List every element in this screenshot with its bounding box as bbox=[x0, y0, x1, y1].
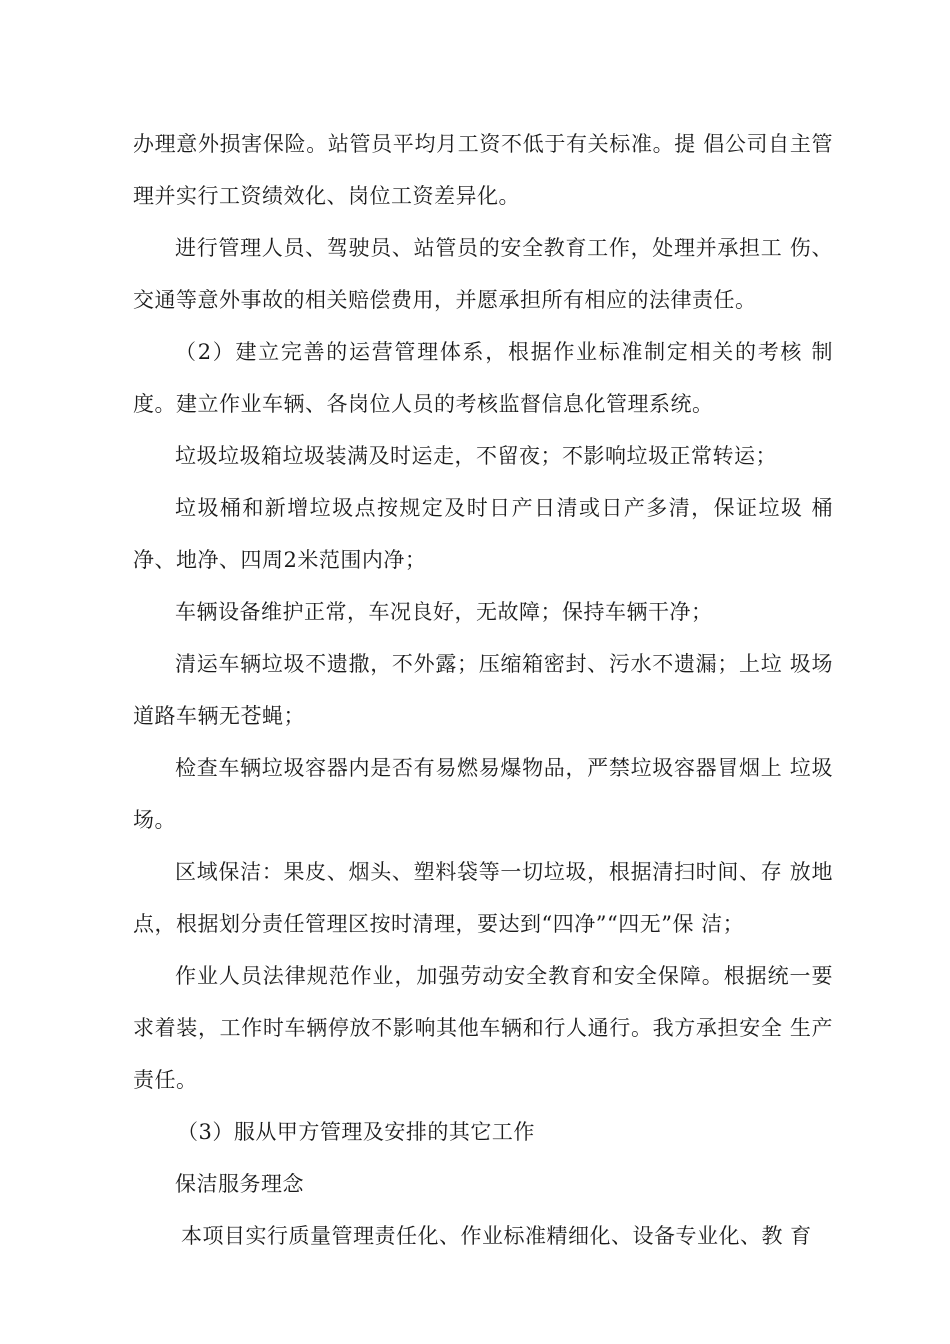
paragraph-hazard-check: 检查车辆垃圾容器内是否有易燃易爆物品，严禁垃圾容器冒烟上 垃圾场。 bbox=[133, 756, 833, 832]
paragraph-management-system: （2）建立完善的运营管理体系，根据作业标准制定相关的考核 制度。建立作业车辆、各岗位人员的考核监督信息化管理系统。 bbox=[133, 340, 833, 416]
paragraph-insurance-wages: 办理意外损害保险。站管员平均月工资不低于有关标准。提 倡公司自主管理并实行工资绩效化、岗位工资差异化。 bbox=[133, 132, 833, 208]
paragraph-transport-sealing: 清运车辆垃圾不遗撒，不外露；压缩箱密封、污水不遗漏；上垃 圾场道路车辆无苍蝇； bbox=[133, 652, 833, 728]
section-heading-cleaning-philosophy: 保洁服务理念 bbox=[175, 1172, 304, 1196]
paragraph-daily-clearing: 垃圾桶和新增垃圾点按规定及时日产日清或日产多清，保证垃圾 桶净、地净、四周2米范围内净； bbox=[133, 496, 833, 572]
paragraph-safety-education: 进行管理人员、驾驶员、站管员的安全教育工作，处理并承担工 伤、交通等意外事故的相关赔偿费用，并愿承担所有相应的法律责任。 bbox=[133, 236, 833, 312]
paragraph-worker-safety: 作业人员法律规范作业，加强劳动安全教育和安全保障。根据统一要求着装，工作时车辆停放不影响其他车辆和行人通行。我方承担安全 生产责任。 bbox=[133, 964, 833, 1092]
paragraph-area-cleaning: 区域保洁：果皮、烟头、塑料袋等一切垃圾，根据清扫时间、存 放地点，根据划分责任管理区按时清理，要达到“四净”“四无”保 洁； bbox=[133, 860, 833, 936]
paragraph-vehicle-maintenance: 车辆设备维护正常，车况良好，无故障；保持车辆干净； bbox=[175, 600, 713, 624]
paragraph-bin-collection: 垃圾垃圾箱垃圾装满及时运走，不留夜；不影响垃圾正常转运； bbox=[175, 444, 777, 468]
document-body bbox=[133, 118, 833, 1262]
paragraph-other-work: （3）服从甲方管理及安排的其它工作 bbox=[177, 1120, 535, 1144]
paragraph-quality-management: 本项目实行质量管理责任化、作业标准精细化、设备专业化、教 育 bbox=[181, 1224, 812, 1248]
